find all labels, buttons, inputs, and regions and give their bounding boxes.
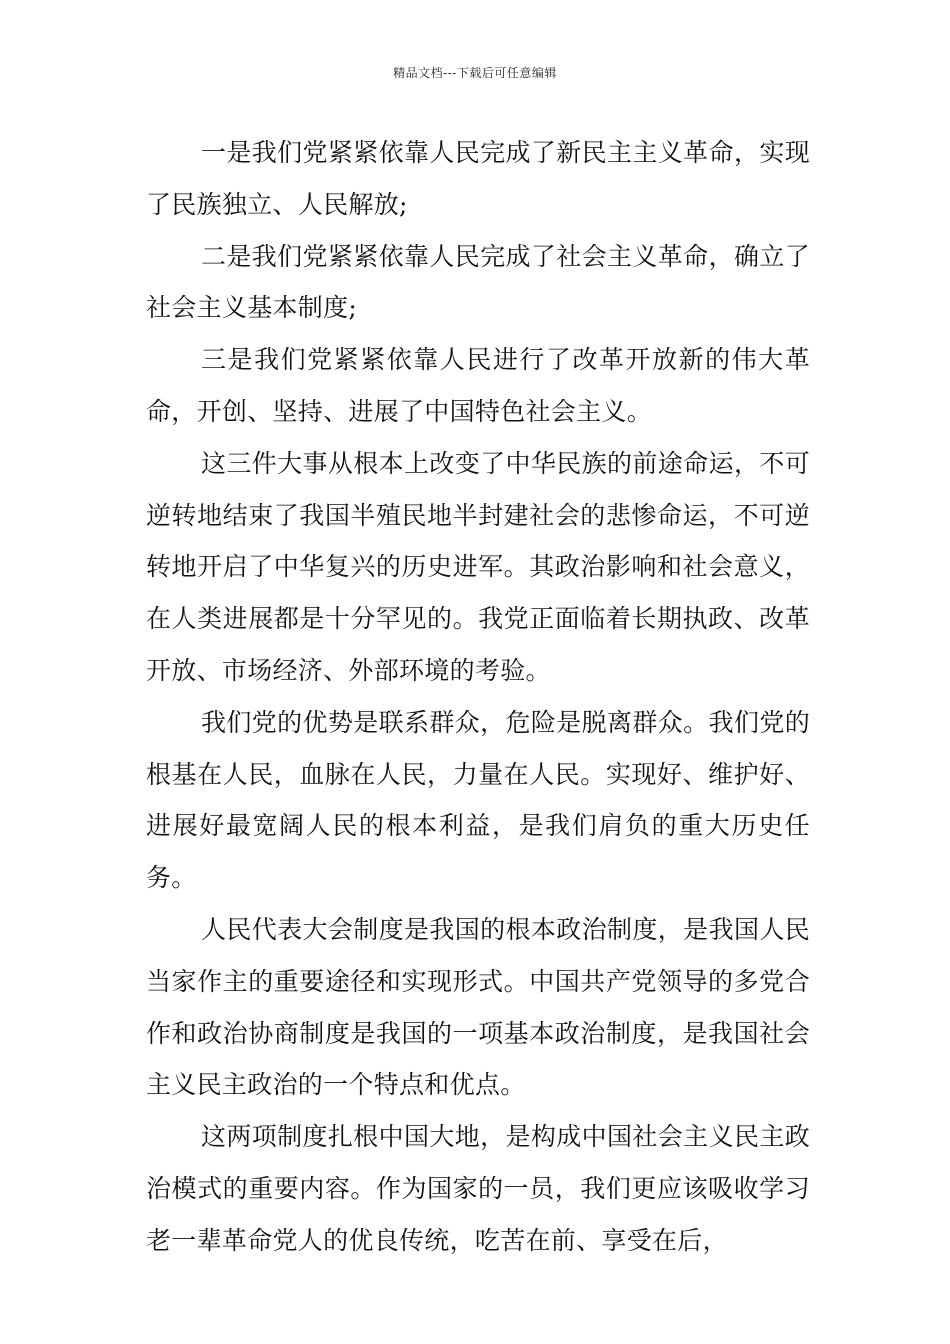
page-header: 精品文档---下载后可任意编辑 xyxy=(393,66,557,80)
document-body xyxy=(146,127,810,1267)
paragraph-1: 一是我们党紧紧依靠人民完成了新民主主义革命，实现了民族独立、人民解放; xyxy=(146,138,810,219)
paragraph-7: 这两项制度扎根中国大地，是构成中国社会主义民主政治模式的重要内容。作为国家的一员，我们更应该吸收学习老一辈革命党人的优良传统，吃苦在前、享受在后， xyxy=(146,1122,810,1255)
paragraph-6: 人民代表大会制度是我国的根本政治制度，是我国人民当家作主的重要途径和实现形式。中国共产党领导的多党合作和政治协商制度是我国的一项基本政治制度，是我国社会主义民主政治的一个特点和优点。 xyxy=(146,914,810,1100)
paragraph-2: 二是我们党紧紧依靠人民完成了社会主义革命，确立了社会主义基本制度; xyxy=(146,241,810,323)
paragraph-3: 三是我们党紧紧依靠人民进行了改革开放新的伟大革命，开创、坚持、进展了中国特色社会主义。 xyxy=(146,345,810,426)
paragraph-4: 这三件大事从根本上改变了中华民族的前途命运，不可逆转地结束了我国半殖民地半封建社会的悲惨命运，不可逆转地开启了中华复兴的历史进军。其政治影响和社会意义，在人类进展都是十分罕见的。我党正面临着长期执政、改革开放、市场经济、外部环境的考验。 xyxy=(146,448,810,685)
paragraph-5: 我们党的优势是联系群众，危险是脱离群众。我们党的根基在人民，血脉在人民，力量在人民。实现好、维护好、进展好最宽阔人民的根本利益，是我们肩负的重大历史任务。 xyxy=(146,707,810,893)
